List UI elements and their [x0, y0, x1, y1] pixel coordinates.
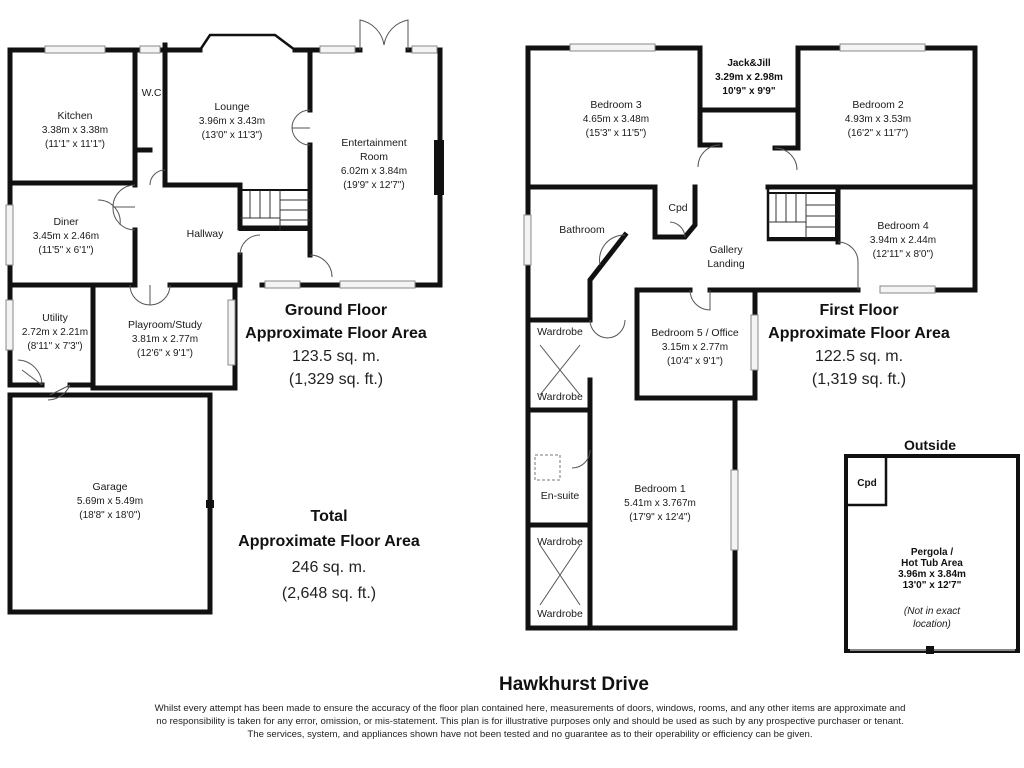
first-floor-sqm: 122.5 sq. m. — [814, 348, 904, 365]
wardrobe1-label: Wardrobe — [537, 326, 583, 338]
jackjill-label: Jack&Jill — [727, 58, 771, 69]
diner-label: Diner — [53, 216, 79, 228]
ground-floor-area — [245, 302, 427, 388]
bathroom-label: Bathroom — [559, 224, 605, 236]
jackjill-imperial: 10'9" x 9'9" — [722, 86, 776, 97]
total-area — [238, 508, 420, 602]
ground-floor-heading: Ground Floor — [284, 302, 388, 319]
disclaimer-line-2: no responsibility is taken for any error, omission, or mis-statement. This plan is for illustrative purposes only and should be used as such by any prospective purchaser or tenant. — [156, 716, 904, 727]
playroom-label: Playroom/Study — [127, 319, 203, 331]
pergola-imperial: 13'0" x 12'7" — [902, 580, 962, 591]
bedroom3-label: Bedroom 3 — [590, 99, 642, 111]
pergola-note-2: location) — [913, 619, 951, 630]
first-floor-area — [768, 302, 950, 388]
bedroom5-imperial: (10'4" x 9'1") — [667, 356, 723, 367]
bedroom3-imperial: (15'3" x 11'5") — [585, 128, 647, 139]
garage-label: Garage — [92, 481, 128, 493]
utility-label: Utility — [42, 312, 68, 324]
jackjill-metric: 3.29m x 2.98m — [715, 72, 783, 83]
playroom-imperial: (12'6" x 9'1") — [137, 348, 193, 359]
bedroom4-imperial: (12'11" x 8'0") — [872, 249, 934, 260]
bedroom5-label: Bedroom 5 / Office — [651, 327, 739, 339]
garage-imperial: (18'8" x 18'0") — [79, 510, 141, 521]
bedroom2-label: Bedroom 2 — [852, 99, 904, 111]
cpd-label: Cpd — [668, 202, 688, 214]
wc-label: W.C. — [141, 87, 165, 99]
total-subheading: Approximate Floor Area — [238, 533, 420, 550]
wardrobe3-label: Wardrobe — [537, 536, 583, 548]
bedroom2-metric: 4.93m x 3.53m — [844, 114, 912, 125]
garage-metric: 5.69m x 5.49m — [76, 496, 144, 507]
pergola-note-1: (Not in exact — [903, 606, 961, 617]
property-title: Hawkhurst Drive — [499, 674, 649, 695]
bedroom1-imperial: (17'9" x 12'4") — [629, 512, 691, 523]
gallery-label-2: Landing — [707, 258, 745, 270]
bedroom3-metric: 4.65m x 3.48m — [582, 114, 650, 125]
total-sqm: 246 sq. m. — [291, 559, 367, 576]
pergola-label-1: Pergola / — [910, 547, 954, 558]
lounge-label: Lounge — [214, 101, 250, 113]
entertainment-label-1: Entertainment — [341, 137, 407, 149]
first-floor-sqft: (1,319 sq. ft.) — [811, 371, 907, 388]
diner-metric: 3.45m x 2.46m — [32, 231, 100, 242]
outside-cpd-label: Cpd — [857, 478, 877, 489]
bedroom4-label: Bedroom 4 — [877, 220, 929, 232]
lounge-metric: 3.96m x 3.43m — [198, 116, 266, 127]
first-floor-heading: First Floor — [819, 302, 899, 319]
utility-metric: 2.72m x 2.21m — [21, 327, 89, 338]
ground-floor-stairs — [240, 190, 310, 230]
kitchen-label: Kitchen — [57, 110, 93, 122]
ground-floor-sqft: (1,329 sq. ft.) — [288, 371, 384, 388]
diner-imperial: (11'5" x 6'1") — [38, 245, 94, 256]
outside-heading: Outside — [903, 437, 957, 453]
wardrobe4-label: Wardrobe — [537, 608, 583, 620]
ground-floor-subheading: Approximate Floor Area — [245, 325, 427, 342]
lounge-imperial: (13'0" x 11'3") — [201, 130, 263, 141]
entertainment-imperial: (19'9" x 12'7") — [343, 180, 405, 191]
kitchen-imperial: (11'1" x 11'1") — [44, 139, 106, 150]
pergola-metric: 3.96m x 3.84m — [898, 569, 966, 580]
disclaimer-line-1: Whilst every attempt has been made to ensure the accuracy of the floor plan contained here, measurements of doors, windows, rooms, and any other items are approximate and — [154, 703, 906, 714]
ensuite-label: En-suite — [540, 490, 580, 502]
bedroom4-metric: 3.94m x 2.44m — [869, 235, 937, 246]
bedroom1-label: Bedroom 1 — [634, 483, 686, 495]
utility-imperial: (8'11" x 7'3") — [27, 341, 83, 352]
total-heading: Total — [310, 508, 348, 525]
bedroom5-metric: 3.15m x 2.77m — [661, 342, 729, 353]
bedroom1-metric: 5.41m x 3.767m — [624, 498, 696, 509]
entertainment-metric: 6.02m x 3.84m — [340, 166, 408, 177]
wardrobe2-label: Wardrobe — [537, 391, 583, 403]
gallery-label-1: Gallery — [709, 244, 743, 256]
total-sqft: (2,648 sq. ft.) — [281, 585, 377, 602]
hallway-label: Hallway — [186, 228, 224, 240]
kitchen-metric: 3.38m x 3.38m — [41, 125, 109, 136]
entertainment-label-2: Room — [359, 151, 389, 163]
first-floor-stairs — [768, 193, 836, 238]
bedroom2-imperial: (16'2" x 11'7") — [847, 128, 909, 139]
playroom-metric: 3.81m x 2.77m — [131, 334, 199, 345]
first-floor-subheading: Approximate Floor Area — [768, 325, 950, 342]
pergola-label-2: Hot Tub Area — [901, 558, 963, 569]
disclaimer-line-3: The services, system, and appliances shown have not been tested and no guarantee as to their operability or efficiency can be given. — [247, 729, 813, 740]
ground-floor-sqm: 123.5 sq. m. — [291, 348, 381, 365]
outside-labels — [857, 437, 966, 630]
